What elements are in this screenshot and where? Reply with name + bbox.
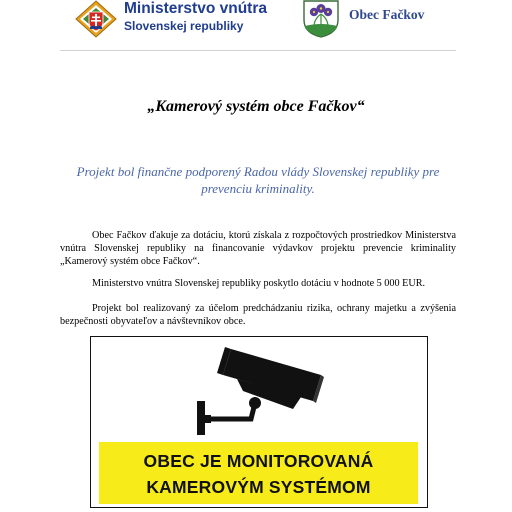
paragraph-purpose: Projekt bol realizovaný za účelom predchádzaniu rizika, ochrany majetku a zvýšenia bezpečnosti obyvateľov a návštevníkov obce. xyxy=(60,303,456,327)
paragraph-grant-amount: Ministerstvo vnútra Slovenskej republiky poskytlo dotáciu v hodnote 5 000 EUR. xyxy=(92,278,426,289)
village-name: Obec Fačkov xyxy=(349,7,425,22)
ministry-name-line2: Slovenskej republiky xyxy=(124,18,244,33)
security-camera-icon xyxy=(197,345,325,435)
ministry-name xyxy=(124,1,267,32)
banner-line1: OBEC JE MONITOROVANÁ xyxy=(143,451,374,471)
ministry-emblem-icon xyxy=(74,0,118,38)
paragraph-thanks: Obec Fačkov ďakuje za dotáciu, ktorú získala z rozpočtových prostriedkov Ministerstva vnútra Slovenskej republiky na financovanie výdavkov projektu prevencie kriminality „Kamerový systém obce Fačkov“. xyxy=(60,230,456,267)
village-coat-of-arms-icon xyxy=(301,0,341,38)
header-divider xyxy=(60,50,456,51)
banner-line2: KAMEROVÝM SYSTÉMOM xyxy=(146,477,371,497)
ministry-name-line1: Ministerstvo vnútra xyxy=(124,0,267,17)
document-subtitle: Projekt bol finančne podporený Radou vlády Slovenskej republiky pre prevenciu kriminality. xyxy=(76,164,440,196)
monitoring-sign xyxy=(90,336,428,508)
monitoring-banner xyxy=(99,442,418,504)
document-title: „Kamerový systém obce Fačkov“ xyxy=(147,98,365,115)
